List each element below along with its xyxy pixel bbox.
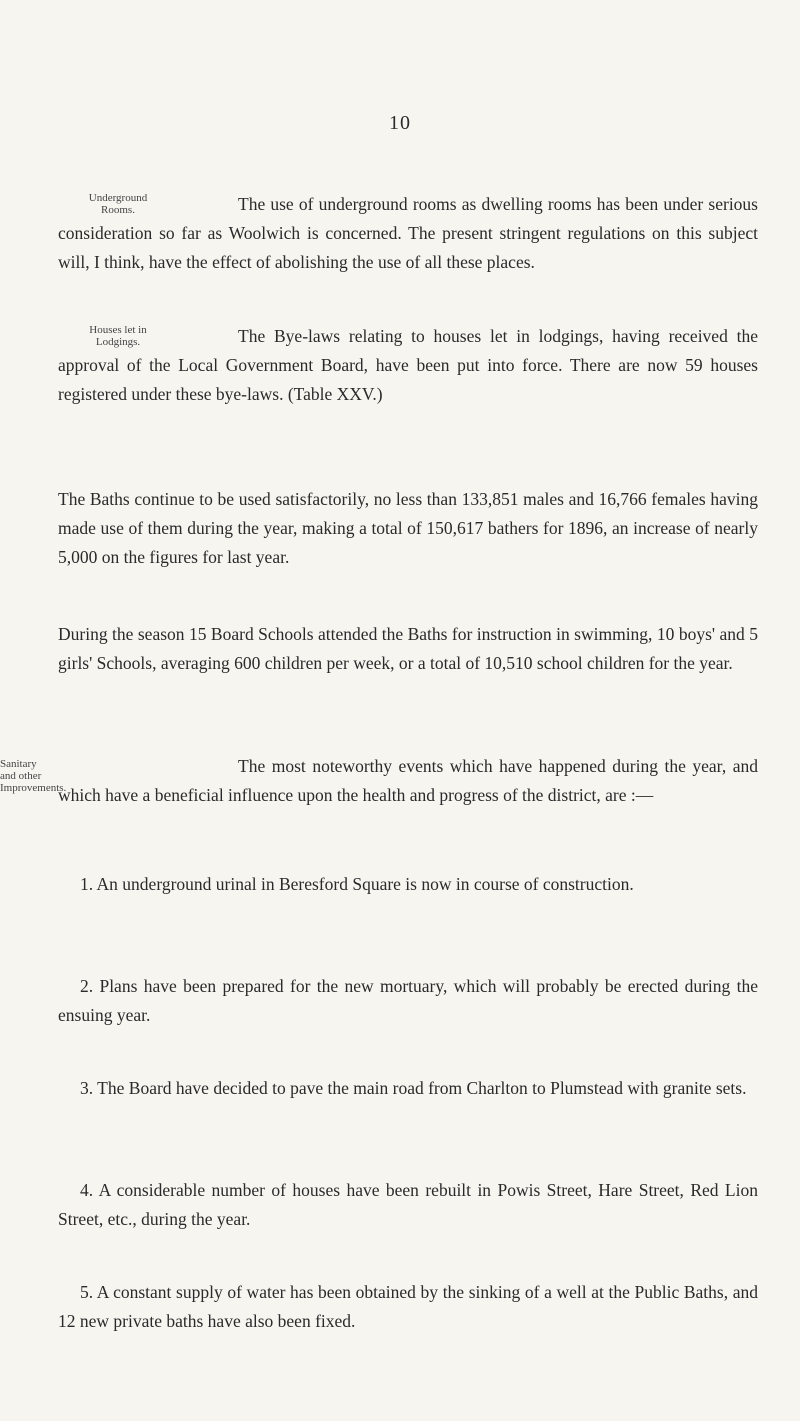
margin-note-line: Rooms. xyxy=(101,204,135,216)
paragraph-improvements-intro: The most noteworthy events which have happened during the year, and which have a beneficial influence upon the health and progress of the district, are :— xyxy=(58,756,758,805)
margin-note-line: Houses let in xyxy=(89,324,147,336)
margin-note-line: Underground xyxy=(88,192,148,204)
improvement-item: 5. A constant supply of water has been obtained by the sinking of a well at the Public Baths, and 12 new private baths have also been fixed. xyxy=(58,1282,758,1331)
paragraph-houses-let-in-lodgings: The Bye-laws relating to houses let in lodgings, having received the approval of the Local Government Board, have been put into force. There are now 59 houses registered under these bye-laws. (Table XXV.) xyxy=(58,326,758,404)
margin-note-houses-let-in-lodgings xyxy=(48,324,188,348)
improvement-item-2-block xyxy=(58,972,758,1030)
margin-note-line: Improvements. xyxy=(0,782,67,794)
improvement-item-3-block xyxy=(58,1074,758,1103)
margin-note-line: Sanitary xyxy=(0,758,37,770)
improvement-item: 1. An underground urinal in Beresford Square is now in course of construction. xyxy=(80,874,634,894)
improvement-item: 3. The Board have decided to pave the main road from Charlton to Plumstead with granite sets. xyxy=(80,1078,747,1098)
margin-note-underground-rooms xyxy=(48,192,188,216)
page-number: 10 xyxy=(389,112,411,134)
section-houses-let-in-lodgings xyxy=(58,322,758,409)
improvement-item: 4. A considerable number of houses have been rebuilt in Powis Street, Hare Street, Red Lion Street, etc., during the year. xyxy=(58,1180,758,1229)
section-underground-rooms xyxy=(58,190,758,277)
improvement-item-5-block xyxy=(58,1278,758,1336)
paragraph-baths-usage: The Baths continue to be used satisfactorily, no less than 133,851 males and 16,766 females having made use of them during the year, making a total of 150,617 bathers for 1896, an increase of nearly 5,000 on the figures for last year. xyxy=(58,489,758,567)
section-sanitary-improvements xyxy=(0,752,758,810)
paragraph-underground-rooms: The use of underground rooms as dwelling rooms has been under serious consideration so far as Woolwich is concerned. The present stringent regulations on this subject will, I think, have the effect of abolishing the use of all these places. xyxy=(58,194,758,272)
improvement-item: 2. Plans have been prepared for the new mortuary, which will probably be erected during the ensuing year. xyxy=(58,976,758,1025)
margin-note-line: Lodgings. xyxy=(95,336,141,348)
paragraph-swimming-block xyxy=(58,620,758,678)
paragraph-swimming-instruction: During the season 15 Board Schools attended the Baths for instruction in swimming, 10 boys' and 5 girls' Schools, averaging 600 children per week, or a total of 10,510 school children for the year. xyxy=(58,624,758,673)
paragraph-baths-usage-block xyxy=(58,485,758,572)
improvement-item-4-block xyxy=(58,1176,758,1234)
margin-note-line: and other xyxy=(0,770,42,782)
improvement-item-1-block xyxy=(58,870,758,899)
margin-note-sanitary-improvements xyxy=(0,758,100,794)
